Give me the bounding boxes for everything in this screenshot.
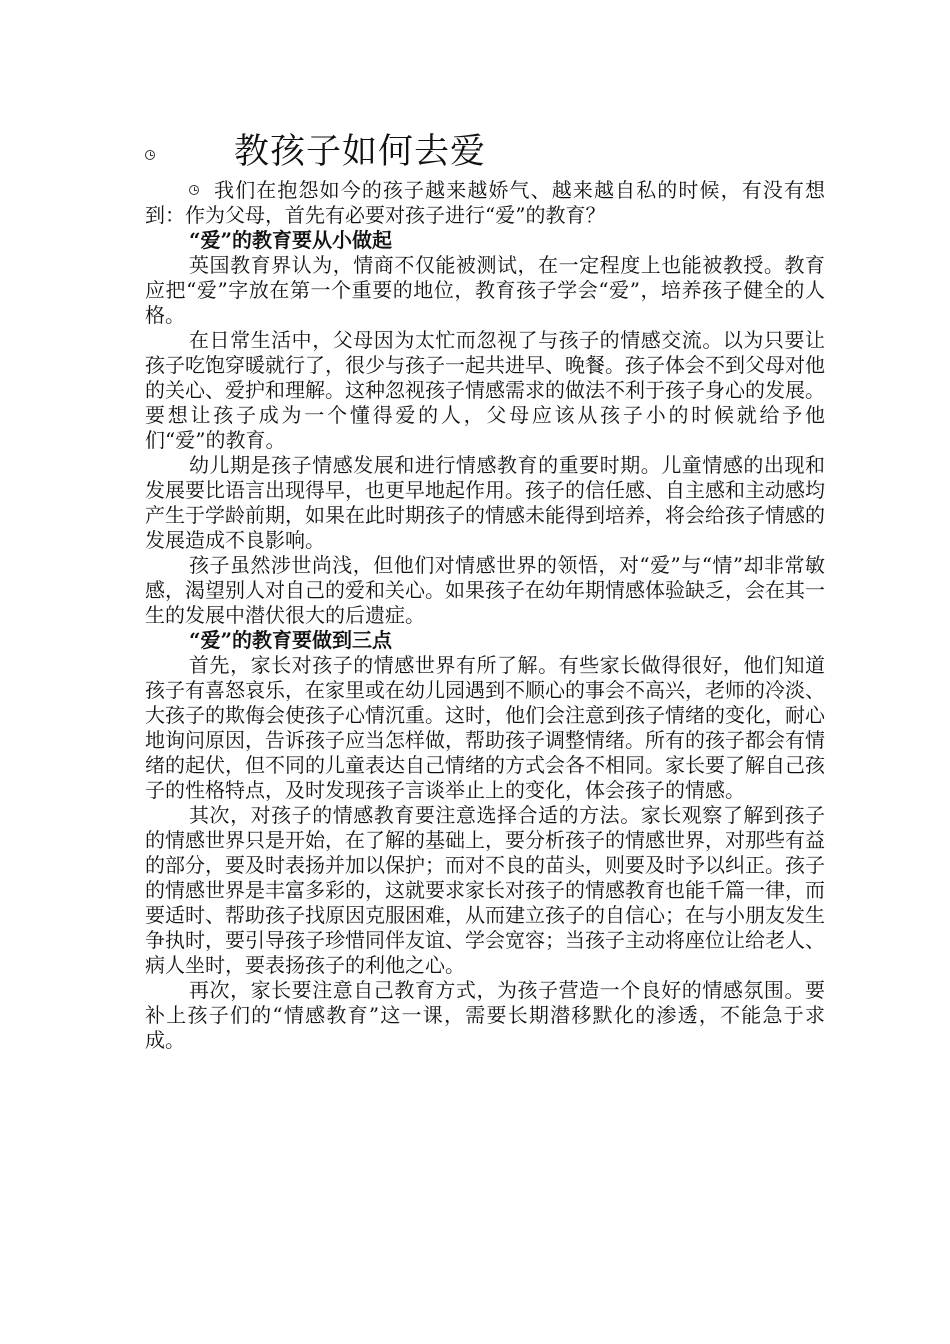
section-heading-2: “爱”的教育要做到三点: [189, 628, 393, 652]
document-title: 教孩子如何去爱: [234, 132, 487, 172]
clock-icon: [145, 150, 155, 160]
title-row: [145, 128, 825, 176]
paragraph: 再次，家长要注意自己教育方式，为孩子营造一个良好的情感氛围。要补上孩子们的“情感教育”这一课，需要长期潜移默化的渗透，不能急于求成。: [145, 978, 825, 1052]
clock-icon: [189, 185, 199, 195]
paragraph: 首先，家长对孩子的情感世界有所了解。有些家长做得很好，他们知道孩子有喜怒哀乐，在家里或在幼儿园遇到不顺心的事会不高兴，老师的冷淡、大孩子的欺侮会使孩子心情沉重。这时，他们会注意到孩子情绪的变化，耐心地询问原因，告诉孩子应当怎样做，帮助孩子调整情绪。所有的孩子都会有情绪的起伏，但不同的儿童表达自己情绪的方式会各不相同。家长要了解自己孩子的性格特点，及时发现孩子言谈举止上的变化，体会孩子的情感。: [145, 653, 825, 802]
paragraph: 幼儿期是孩子情感发展和进行情感教育的重要时期。儿童情感的出现和发展要比语言出现得早，也更早地起作用。孩子的信任感、自主感和主动感均产生于学龄前期，如果在此时期孩子的情感未能得到培养，将会给孩子情感的发展造成不良影响。: [145, 453, 825, 552]
paragraph: 孩子虽然涉世尚浅，但他们对情感世界的领悟，对“爱”与“情”却非常敏感，渴望别人对自己的爱和关心。如果孩子在幼年期情感体验缺乏，会在其一生的发展中潜伏很大的后遗症。: [145, 553, 825, 627]
document-page: [145, 128, 825, 1053]
intro-paragraph: [145, 178, 825, 228]
section-heading-1: “爱”的教育要从小做起: [189, 228, 393, 252]
paragraph: 其次，对孩子的情感教育要注意选择合适的方法。家长观察了解到孩子的情感世界只是开始，在了解的基础上，要分析孩子的情感世界，对那些有益的部分，要及时表扬并加以保护；而对不良的苗头，则要及时予以纠正。孩子的情感世界是丰富多彩的，这就要求家长对孩子的情感教育也能千篇一律，而要适时、帮助孩子找原因克服困难，从而建立孩子的自信心；在与小朋友发生争执时，要引导孩子珍惜同伴友谊、学会宽容；当孩子主动将座位让给老人、病人坐时，要表扬孩子的利他之心。: [145, 803, 825, 977]
paragraph: 在日常生活中，父母因为太忙而忽视了与孩子的情感交流。以为只要让孩子吃饱穿暖就行了，很少与孩子一起共进早、晚餐。孩子体会不到父母对他的关心、爱护和理解。这种忽视孩子情感需求的做法不利于孩子身心的发展。要想让孩子成为一个懂得爱的人，父母应该从孩子小的时候就给予他们“爱”的教育。: [145, 328, 825, 452]
intro-text: 我们在抱怨如今的孩子越来越娇气、越来越自私的时候，有没有想到：作为父母，首先有必要对孩子进行“爱”的教育？: [145, 178, 825, 227]
paragraph: 英国教育界认为，情商不仅能被测试，在一定程度上也能被教授。教育应把“爱”字放在第一个重要的地位，教育孩子学会“爱”，培养孩子健全的人格。: [145, 253, 825, 327]
